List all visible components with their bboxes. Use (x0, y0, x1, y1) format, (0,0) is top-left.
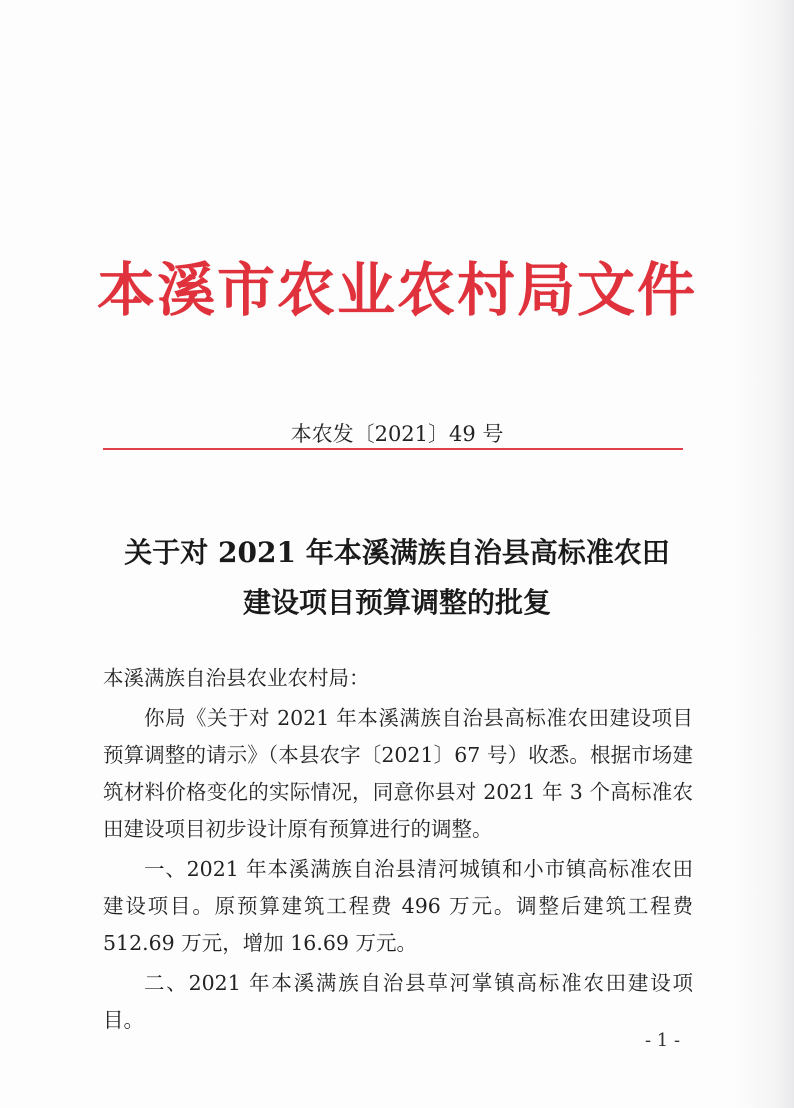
masthead-title: 本溪市农业农村局文件 (96, 256, 697, 324)
body-paragraph-1: 你局《关于对 2021 年本溪满族自治县高标准农田建设项目预算调整的请示》（本县农字〔2021〕67 号）收悉。根据市场建筑材料价格变化的实际情况，同意你县对 2021 年 3 个高标准农田建设项目初步设计原有预算进行的调整。 (103, 706, 693, 841)
body-paragraph-3: 二、2021 年本溪满族自治县草河掌镇高标准农田建设项目。 (103, 971, 693, 1032)
document-title (0, 528, 794, 628)
document-body (103, 660, 693, 1039)
title-line-2: 建设项目预算调整的批复 (242, 586, 551, 619)
addressee: 本溪满族自治县农业农村局： (103, 666, 370, 690)
document-number: 本农发〔2021〕49 号 (290, 422, 504, 446)
page-number: - 1 - (645, 1030, 681, 1051)
title-line-1: 关于对 2021 年本溪满族自治县高标准农田 (124, 536, 670, 569)
red-separator-line (103, 448, 683, 450)
body-paragraph-2: 一、2021 年本溪满族自治县清河城镇和小市镇高标准农田建设项目。原预算建筑工程费 496 万元。调整后建筑工程费 512.69 万元，增加 16.69 万元。 (103, 857, 693, 955)
